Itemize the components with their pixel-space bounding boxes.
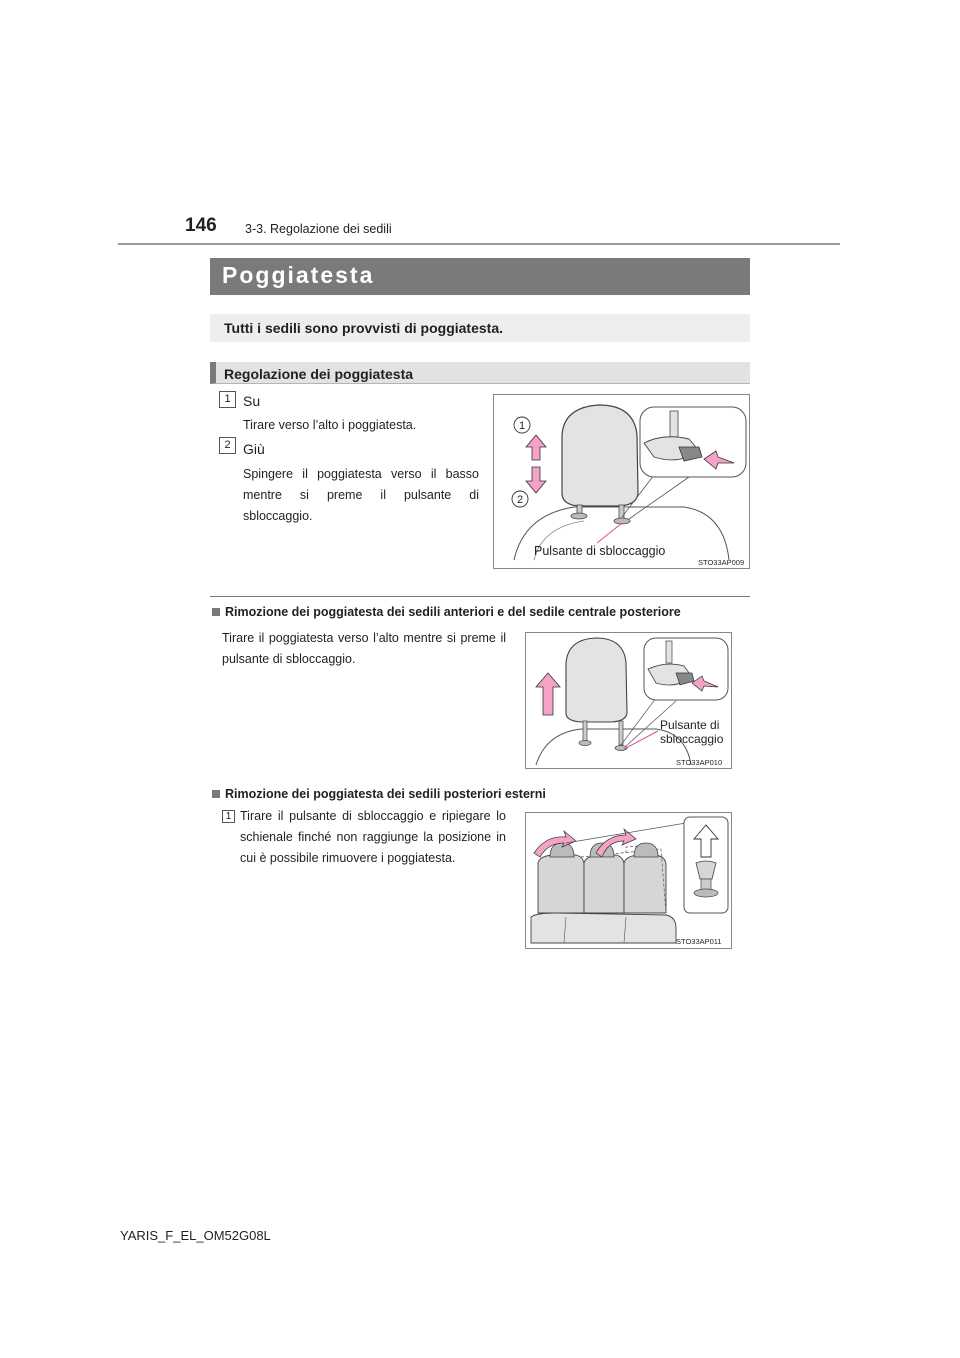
headrest-removal-rear-figure bbox=[525, 812, 732, 949]
removal-rear-title-text: Rimozione dei poggiatesta dei sedili posteriori esterni bbox=[225, 787, 546, 801]
page-number: 146 bbox=[185, 215, 217, 236]
step-number-1: 1 bbox=[219, 391, 236, 408]
release-button-label-line1: Pulsante di bbox=[660, 718, 720, 732]
subsection-title: Regolazione dei poggiatesta bbox=[224, 366, 414, 382]
removal-rear-text: Tirare il pulsante di sbloccaggio e ripiegare lo schienale finché non raggiunge la posizione in cui è possibile rimuovere i poggiatesta. bbox=[240, 809, 506, 865]
rear-step-number-1: 1 bbox=[222, 810, 235, 823]
section-title: 3-3. Regolazione dei sedili bbox=[245, 222, 392, 236]
intro-text: Tutti i sedili sono provvisti di poggiatesta. bbox=[224, 320, 503, 336]
page-title: Poggiatesta bbox=[222, 262, 375, 288]
callout-2: 2 bbox=[516, 494, 524, 506]
step-text-su: Tirare verso l’alto i poggiatesta. bbox=[243, 418, 417, 432]
header-rule bbox=[118, 243, 840, 245]
release-button-label-line2: sbloccaggio bbox=[660, 732, 724, 746]
figure-code-010: STO33AP010 bbox=[676, 758, 723, 767]
bullet-square bbox=[212, 790, 220, 798]
footer-code: YARIS_F_EL_OM52G08L bbox=[120, 1228, 271, 1243]
removal-front-title bbox=[212, 605, 681, 619]
step-text-giu: Spingere il poggiatesta verso il basso mentre si preme il pulsante di sbloccaggio. bbox=[243, 467, 479, 523]
removal-front-title-text: Rimozione dei poggiatesta dei sedili anteriori e del sedile centrale posteriore bbox=[225, 605, 681, 619]
step-label-giu: Giù bbox=[243, 441, 265, 457]
removal-front-text: Tirare il poggiatesta verso l’alto mentre si preme il pulsante di sbloccaggio. bbox=[222, 631, 506, 666]
callout-1: 1 bbox=[518, 420, 526, 432]
section-divider bbox=[210, 596, 750, 597]
headrest-removal-front-figure bbox=[525, 632, 732, 769]
removal-rear-title bbox=[212, 787, 546, 801]
bullet-square bbox=[212, 608, 220, 616]
figure-code-009: STO33AP009 bbox=[698, 558, 745, 567]
step-number-2: 2 bbox=[219, 437, 236, 454]
headrest-adjust-figure bbox=[493, 394, 750, 569]
release-button-label: Pulsante di sbloccaggio bbox=[534, 544, 666, 558]
step-label-su: Su bbox=[243, 393, 261, 409]
figure-code-011: STO33AP011 bbox=[676, 937, 722, 946]
